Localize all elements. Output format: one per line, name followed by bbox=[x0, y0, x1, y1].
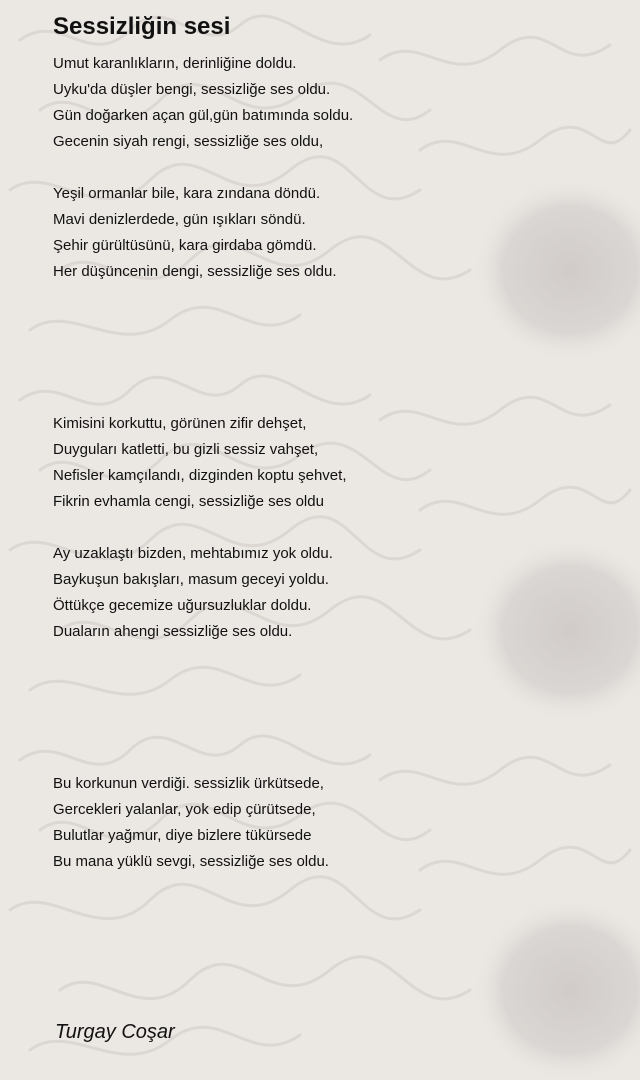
stanza-5 bbox=[53, 771, 329, 875]
poem-title: Sessizliğin sesi bbox=[53, 13, 231, 40]
poem-line: Gercekleri yalanlar, yok edip çürütsede, bbox=[53, 801, 316, 818]
poem-line: Nefisler kamçılandı, dizginden koptu şehvet, bbox=[53, 467, 347, 484]
poem-line: Bu korkunun verdiği. sessizlik ürkütsede, bbox=[53, 775, 324, 792]
poem-line: Duyguları katletti, bu gizli sessiz vahşet, bbox=[53, 441, 319, 458]
poem-line: Baykuşun bakışları, masum geceyi yoldu. bbox=[53, 571, 329, 588]
poem-line: Gün doğarken açan gül,gün batımında soldu. bbox=[53, 107, 354, 124]
poem-line: Umut karanlıkların, derinliğine doldu. bbox=[53, 55, 297, 72]
poem-line: Yeşil ormanlar bile, kara zındana döndü. bbox=[53, 185, 321, 202]
stanza-1 bbox=[53, 51, 353, 155]
poem-line: Mavi denizlerdede, gün ışıkları söndü. bbox=[53, 211, 306, 228]
poem-line: Ay uzaklaştı bizden, mehtabımız yok oldu. bbox=[53, 545, 333, 562]
stanza-3 bbox=[53, 411, 347, 515]
poem-line: Öttükçe gecemize uğursuzluklar doldu. bbox=[53, 597, 312, 614]
stanza-2 bbox=[53, 181, 337, 285]
poem-line: Her düşüncenin dengi, sessizliğe ses oldu. bbox=[53, 263, 337, 280]
poem-line: Gecenin siyah rengi, sessizliğe ses oldu, bbox=[53, 133, 324, 150]
poem-line: Bulutlar yağmur, diye bizlere tükürsede bbox=[53, 827, 312, 844]
stanza-4 bbox=[53, 541, 333, 645]
poem-line: Uyku'da düşler bengi, sessizliğe ses oldu. bbox=[53, 81, 331, 98]
poem-line: Kimisini korkuttu, görünen zifir dehşet, bbox=[53, 415, 307, 432]
poem-line: Bu mana yüklü sevgi, sessizliğe ses oldu. bbox=[53, 853, 329, 870]
poem-line: Şehir gürültüsünü, kara girdaba gömdü. bbox=[53, 237, 317, 254]
author-name: Turgay Coşar bbox=[55, 1021, 175, 1043]
poem-line: Fikrin evhamla cengi, sessizliğe ses oldu bbox=[53, 493, 324, 510]
poem-line: Duaların ahengi sessizliğe ses oldu. bbox=[53, 623, 293, 640]
